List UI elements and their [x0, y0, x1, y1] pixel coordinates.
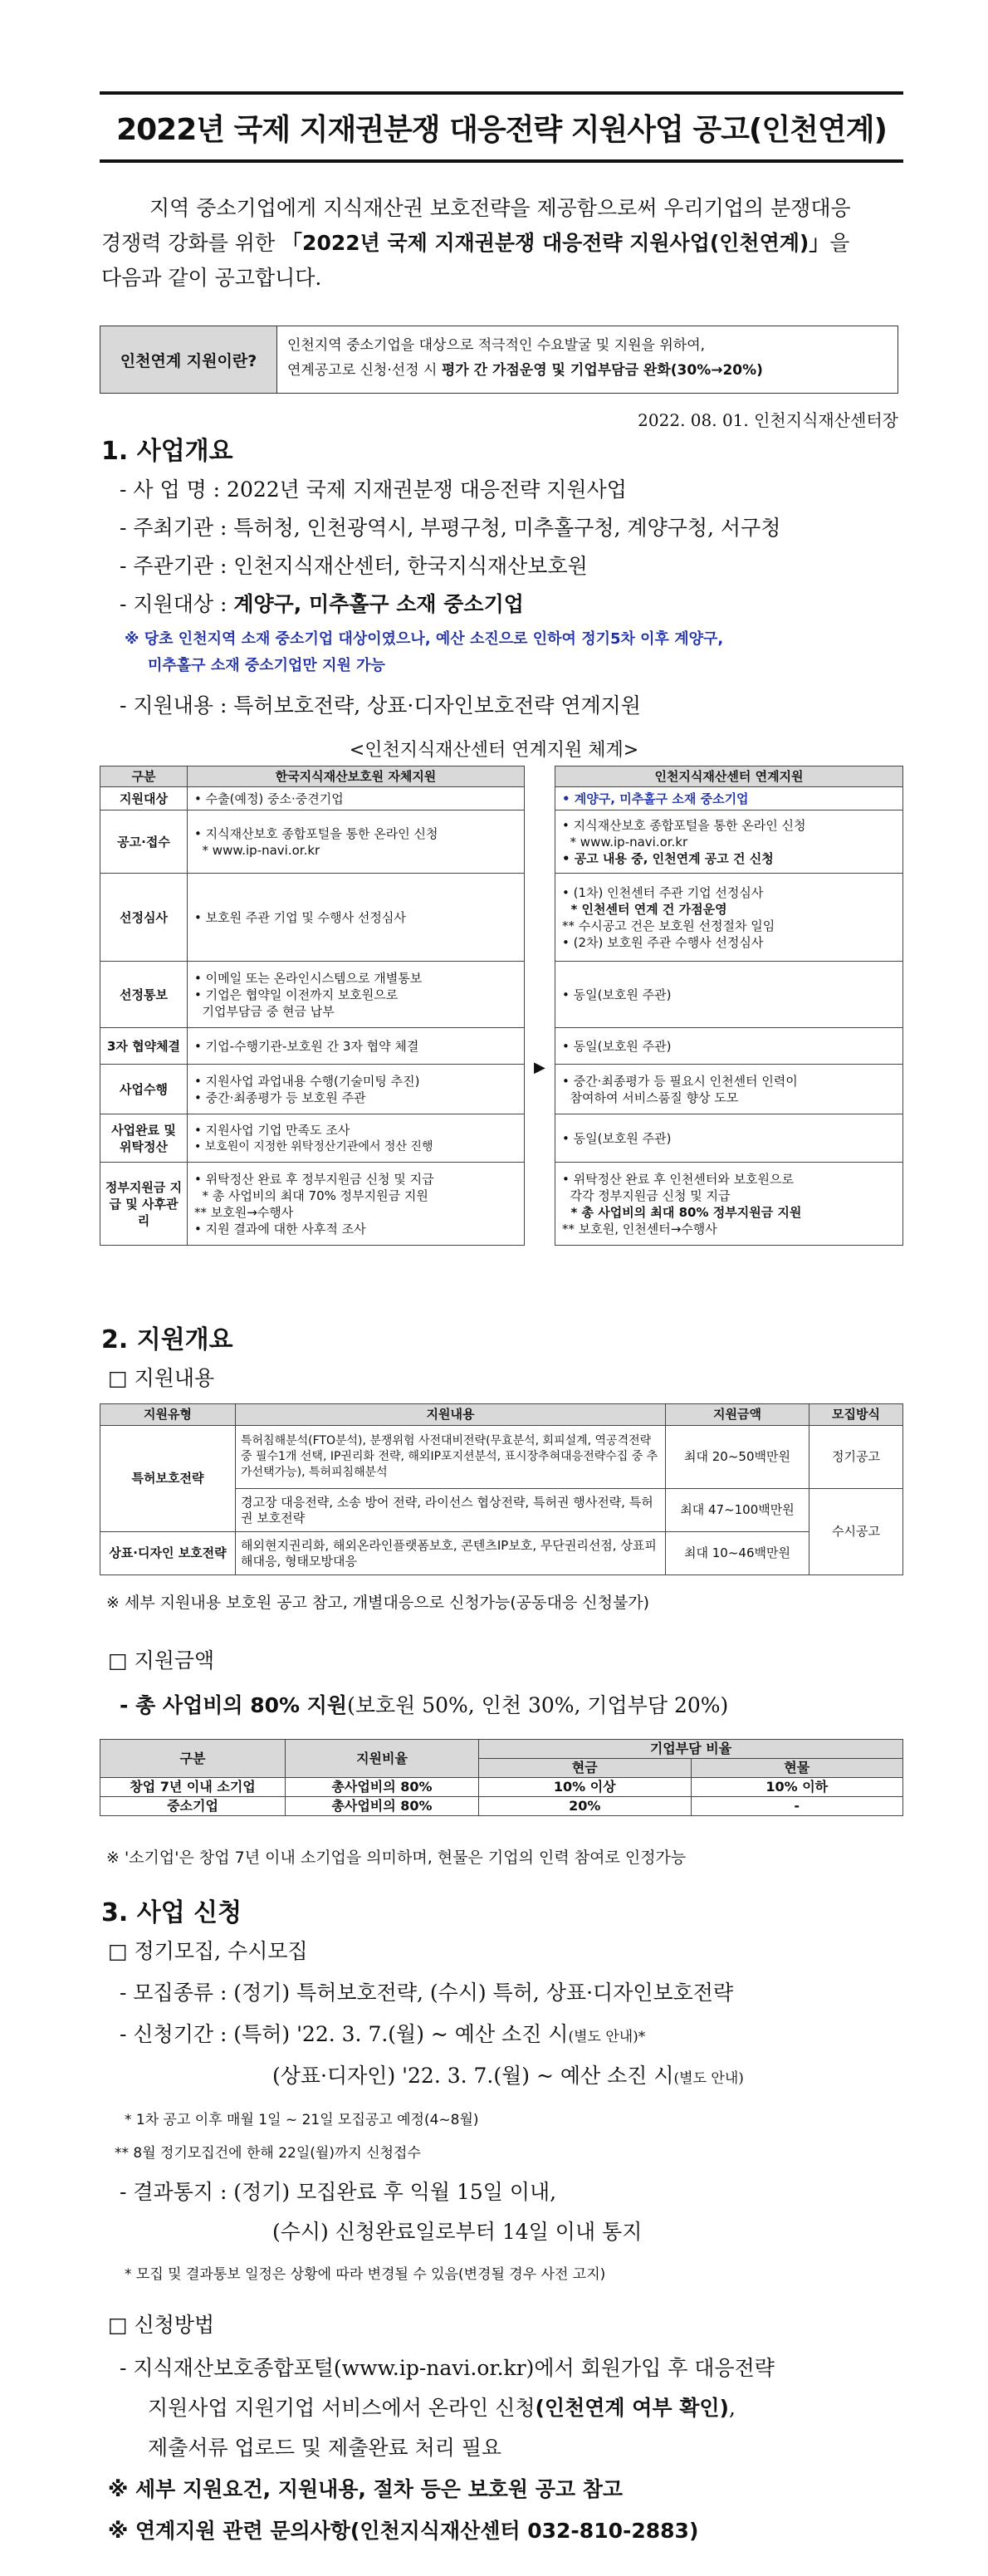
schedule-note-1: * 1차 공고 이후 매월 1일 ~ 21일 모집공고 예정(4~8월) [125, 2112, 479, 2128]
announcement-date: 2022. 08. 01. 인천지식재산센터장 [638, 410, 898, 430]
support-amount-subheading: □ 지원금액 [108, 1648, 215, 1672]
notice-label: 인천연계 지원이란? [100, 326, 277, 393]
table-row: • 동일(보호원 주관) [555, 1114, 903, 1163]
schedule-note-2: ** 8월 정기모집건에 한해 22일(월)까지 신청접수 [115, 2145, 421, 2162]
schedule-change-note: * 모집 및 결과통보 일정은 상황에 따라 변경될 수 있음(변경될 경우 사전 고지) [125, 2266, 606, 2283]
table-row: 선정통보 • 이메일 또는 온라인시스템으로 개별통보 • 기업은 협약일 이전까지 보호원으로 기업부담금 중 현금 납부 [100, 962, 525, 1028]
intro-paragraph [101, 191, 903, 296]
final-note-2: ※ 연계지원 관련 문의사항(인천지식재산센터 032-810-2883) [108, 2519, 699, 2543]
application-period-1: - 신청기간 : (특허) '22. 3. 7.(월) ~ 예산 소진 시(별도 안내)* [120, 2022, 646, 2046]
recruitment-kind: - 모집종류 : (정기) 특허보호전략, (수시) 특허, 상표·디자인보호전략 [120, 1981, 734, 2005]
table-row: 정부지원금 지급 및 사후관리 • 위탁정산 완료 후 정부지원금 신청 및 지급 * 총 사업비의 최대 70% 정부지원금 지원 ** 보호원→수행사 • 지원 결과에 대한 사후적 조사 [100, 1163, 525, 1246]
overview-item-target: - 지원대상 : 계양구, 미추홀구 소재 중소기업 [120, 592, 524, 616]
recruitment-subheading: □ 정기모집, 수시모집 [108, 1939, 308, 1963]
overview-item-host: - 주최기관 : 특허청, 인천광역시, 부평구청, 미추홀구청, 계양구청, 서구청 [120, 516, 781, 540]
header-category: 구분 [100, 766, 188, 787]
incheon-center-table [555, 766, 903, 1246]
table-row: 사업수행 • 지원사업 과업내용 수행(기술미팅 추진) • 중간·최종평가 등 보호원 주관 [100, 1065, 525, 1114]
table-row: • 지식재산보호 종합포털을 통한 온라인 신청 * www.ip-navi.or.kr • 공고 내용 중, 인천연계 공고 건 신청 [555, 811, 903, 874]
section-2-heading: 2. 지원개요 [101, 1325, 233, 1354]
support-content-note: ※ 세부 지원내용 보호원 공고 참고, 개별대응으로 신청가능(공동대응 신청불가) [106, 1594, 650, 1612]
table-row: 상표·디자인 보호전략 해외현지권리화, 해외온라인플랫폼보호, 콘텐츠IP보호, 무단권리선점, 상표피해대응, 형태모방대응 최대 10~46백만원 [100, 1532, 903, 1575]
table-row: 사업완료 및 위탁정산 • 지원사업 기업 만족도 조사 • 보호원이 지정한 위탁정산기관에서 정산 진행 [100, 1114, 525, 1163]
small-business-note: ※ '소기업'은 창업 7년 이내 소기업을 의미하며, 현물은 기업의 인력 참여로 인정가능 [106, 1849, 687, 1867]
table-row: 지원대상 • 수출(예정) 중소·중견기업 [100, 787, 525, 811]
notice-box [100, 326, 898, 394]
table-row: • 중간·최종평가 등 필요시 인천센터 인력이 참여하여 서비스품질 향상 도모 [555, 1065, 903, 1114]
title-text: 2022년 국제 지재권분쟁 대응전략 지원사업 공고(인천연계) [116, 112, 887, 147]
table-row: • 위탁정산 완료 후 인천센터와 보호원으로 각각 정부지원금 신청 및 지급 * 총 사업비의 최대 80% 정부지원금 지원 ** 보호원, 인천센터→수행사 [555, 1163, 903, 1246]
table-row: • (1차) 인천센터 주관 기업 선정심사 * 인천센터 연계 건 가점운영 ** 수시공고 건은 보호원 선정절차 일임 • (2차) 보호원 주관 수행사 선정심사 [555, 874, 903, 962]
support-amount-line: - 총 사업비의 80% 지원(보호원 50%, 인천 30%, 기업부담 20%) [120, 1693, 729, 1717]
overview-item-content: - 지원내용 : 특허보호전략, 상표·디자인보호전략 연계지원 [120, 693, 641, 717]
support-ratio-table: 구분 지원비율 기업부담 비율 현금 현물 창업 7년 이내 소기업 총사업비의 80% 10% 이상 10% 이하 중소기업 총사업비의 80% 20% - [100, 1739, 903, 1816]
table-row: 경고장 대응전략, 소송 방어 전략, 라이선스 협상전략, 특허권 행사전략, 특허권 보호전략 최대 47~100백만원 수시공고 [100, 1489, 903, 1532]
application-method-subheading: □ 신청방법 [108, 2313, 215, 2337]
table-row: • 동일(보호원 주관) [555, 1028, 903, 1065]
support-content-subheading: □ 지원내용 [108, 1366, 215, 1390]
support-content-table: 지원유형 지원내용 지원금액 모집방식 특허보호전략 특허침해분석(FTO분석), 분쟁위험 사전대비전략(무효분석, 회피설계, 역공격전략 중 필수1개 선택, IP권리화 전략, 해외IP포지션분석, 표시장추혀대응전략수집 중 추가선택가능), 특허피침해분석 최대 20~50백만원 정기공고 경고장 대응전략, 소송 방어 전략, 라이선스 협상전략, 특허권 행사전략, 특허권 보호전략 최대 47~100백만원 수시공고 상표·디자인 보호전략 해외현지권리화, 해외온라인플랫폼보호, 콘텐츠IP보호, 무단권리선점, 상표피해대응, 형태모방대응 최대 10~46백만원 [100, 1403, 903, 1575]
header-korea-self: 한국지식재산보호원 자체지원 [188, 766, 525, 787]
result-notice-1: - 결과통지 : (정기) 모집완료 후 익월 15일 이내, [120, 2180, 557, 2204]
table-row: 공고·접수 • 지식재산보호 종합포털을 통한 온라인 신청 * www.ip-navi.or.kr [100, 811, 525, 874]
intro-line-2: 경쟁력 강화를 위한 「2022년 국제 지재권분쟁 대응전략 지원사업(인천연계)」을 [101, 231, 850, 255]
table-row: 선정심사 • 보호원 주관 기업 및 수행사 선정심사 [100, 874, 525, 962]
support-system-caption: <인천지식재산센터 연계지원 체계> [349, 740, 639, 761]
section-3-heading: 3. 사업 신청 [101, 1898, 242, 1927]
table-row: 창업 7년 이내 소기업 총사업비의 80% 10% 이상 10% 이하 [100, 1778, 903, 1797]
document-title [100, 91, 903, 163]
application-method-2: 지원사업 지원기업 서비스에서 온라인 신청(인천연계 여부 확인), [148, 2396, 736, 2420]
application-method-1: - 지식재산보호종합포털(www.ip-navi.or.kr)에서 회원가입 후 대응전략 [120, 2356, 775, 2380]
korea-ip-protection-table [100, 766, 525, 1246]
notice-content: 인천지역 중소기업을 대상으로 적극적인 수요발굴 및 지원을 위하여, 연계공고로 신청·선정 시 평가 간 가점운영 및 기업부담금 완화(30%→20%) [287, 337, 763, 379]
section-1-heading: 1. 사업개요 [101, 437, 233, 466]
header-incheon: 인천지식재산센터 연계지원 [555, 766, 903, 787]
table-row: 3자 협약체결 • 기업-수행기관-보호원 간 3자 협약 체결 [100, 1028, 525, 1065]
application-method-3: 제출서류 업로드 및 제출완료 처리 필요 [148, 2436, 502, 2460]
overview-item-organizer: - 주관기관 : 인천지식재산센터, 한국지식재산보호원 [120, 554, 588, 578]
application-period-2: (상표·디자인) '22. 3. 7.(월) ~ 예산 소진 시(별도 안내) [272, 2064, 744, 2088]
arrow-right-icon: ▶ [534, 1059, 545, 1076]
overview-item-name: - 사 업 명 : 2022년 국제 지재권분쟁 대응전략 지원사업 [120, 477, 627, 502]
target-note: ※ 당초 인천지역 소재 중소기업 대상이였으나, 예산 소진으로 인하여 정기5차 이후 계양구, 미추홀구 소재 중소기업만 지원 가능 [125, 630, 724, 674]
final-note-1: ※ 세부 지원요건, 지원내용, 절차 등은 보호원 공고 참고 [108, 2477, 624, 2501]
table-row: 중소기업 총사업비의 80% 20% - [100, 1797, 903, 1816]
intro-line-1: 지역 중소기업에게 지식재산권 보호전략을 제공함으로써 우리기업의 분쟁대응 [149, 196, 851, 220]
table-row: • 계양구, 미추홀구 소재 중소기업 [555, 787, 903, 811]
result-notice-2: (수시) 신청완료일로부터 14일 이내 통지 [272, 2220, 643, 2244]
table-row: • 동일(보호원 주관) [555, 962, 903, 1028]
table-row: 특허보호전략 특허침해분석(FTO분석), 분쟁위험 사전대비전략(무효분석, 회피설계, 역공격전략 중 필수1개 선택, IP권리화 전략, 해외IP포지션분석, 표시장추혀대응전략수집 중 추가선택가능), 특허피침해분석 최대 20~50백만원 정기공고 [100, 1426, 903, 1489]
intro-line-3: 다음과 같이 공고합니다. [101, 266, 322, 290]
